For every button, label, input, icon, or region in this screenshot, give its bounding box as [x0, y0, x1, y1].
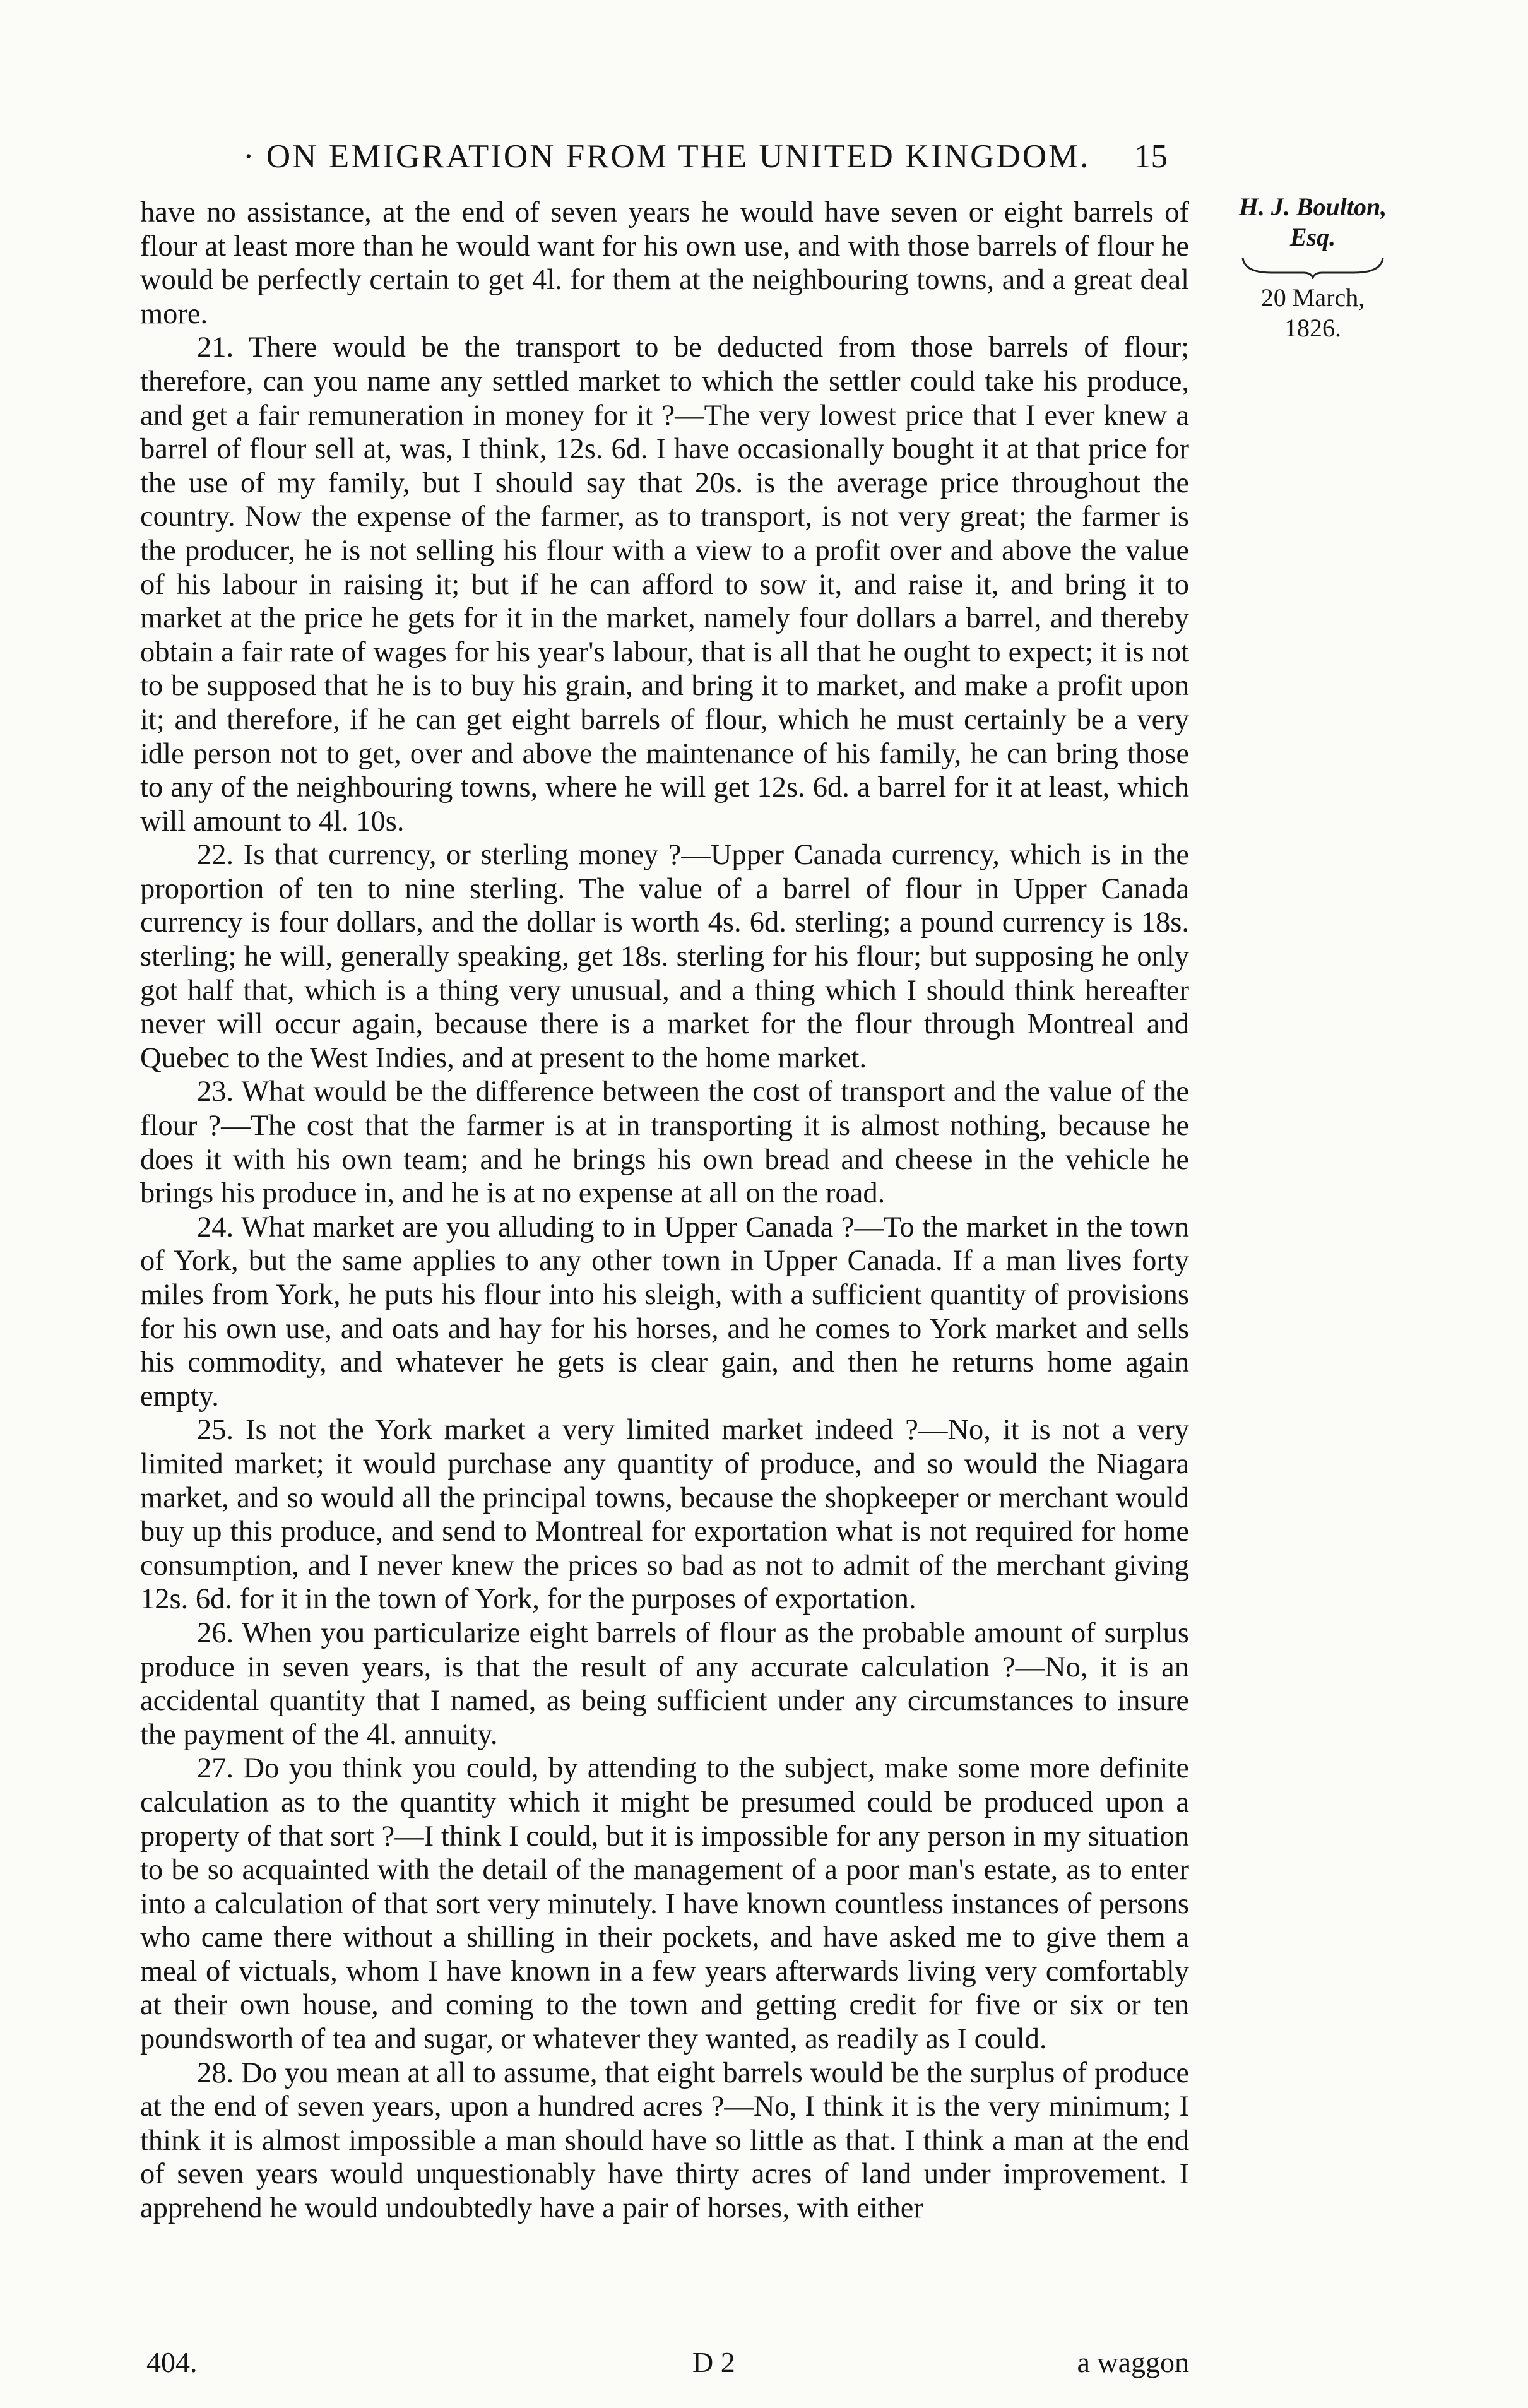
paragraph-26: 26. When you particularize eight barrels of flour as the probable amount of surplus produce in seven years, is that the result of any accurate calculation ?—No, it is an accidental quantity that I named, as being sufficient under any circumstances to insure the payment of the 4l. annuity.	[140, 1616, 1189, 1751]
witness-title: Esq.	[1289, 223, 1336, 251]
signature-mark: 404.	[146, 2346, 198, 2378]
witness-name: H. J. Boulton,	[1238, 193, 1387, 221]
page-number: 15	[1134, 138, 1168, 175]
session-year: 1826.	[1284, 314, 1341, 342]
page-footer	[140, 2346, 1189, 2383]
paragraph-22: 22. Is that currency, or sterling money ?—Upper Canada currency, which is in the proportion of ten to nine sterling. The value of a barrel of flour in Upper Canada currency is four dollars, and the dollar is worth 4s. 6d. sterling; a pound currency is 18s. sterling; he will, generally speaking, get 18s. sterling for his flour; but supposing he only got half that, which is a thing very unusual, and a thing which I should think hereafter never will occur again, because there is a market for the flour through Montreal and Quebec to the West Indies, and at present to the home market.	[140, 839, 1189, 1074]
catchword: a waggon	[1077, 2346, 1189, 2378]
page-header	[183, 138, 1168, 182]
paragraph-25: 25. Is not the York market a very limited market indeed ?—No, it is not a very limited market; it would purchase any quantity of produce, and so would the Niagara market, and so would all the principal towns, because the shopkeeper or merchant would buy up this produce, and send to Montreal for exportation what is not required for home consumption, and I never knew the prices so bad as not to admit of the merchant giving 12s. 6d. for it in the town of York, for the purposes of exportation.	[140, 1414, 1189, 1616]
brace-icon	[1240, 255, 1385, 279]
body-text	[140, 196, 1189, 2226]
session-date: 20 March,	[1260, 283, 1365, 312]
paragraph-24: 24. What market are you alluding to in Upper Canada ?—To the market in the town of York, but the same applies to any other town in Upper Canada. If a man lives forty miles from York, he puts his flour into his sleigh, with a sufficient quantity of provisions for his own use, and oats and hay for his horses, and he comes to York market and sells his commodity, and whatever he gets is clear gain, and then he returns home again empty.	[140, 1211, 1189, 1413]
paragraph-continued: have no assistance, at the end of seven years he would have seven or eight barrels of flour at least more than he would want for his own use, and with those barrels of flour he would be perfectly certain to get 4l. for them at the neighbouring towns, and a great deal more.	[140, 196, 1189, 330]
paragraph-21: 21. There would be the transport to be deducted from those barrels of flour; therefore, can you name any settled market to which the settler could take his produce, and get a fair remuneration in money for it ?—The very lowest price that I ever knew a barrel of flour sell at, was, I think, 12s. 6d. I have occasionally bought it at that price for the use of my family, but I should say that 20s. is the average price throughout the country. Now the expense of the farmer, as to transport, is not very great; the farmer is the producer, he is not selling his flour with a view to a profit over and above the value of his labour in raising it; but if he can afford to sow it, and raise it, and bring it to market at the price he gets for it in the market, namely four dollars a barrel, and thereby obtain a fair rate of wages for his year's labour, that is all that he ought to expect; it is not to be supposed that he is to buy his grain, and bring it to market, and make a profit upon it; and therefore, if he can get eight barrels of flour, which he must certainly be a very idle person not to get, over and above the maintenance of his family, he can bring those to any of the neighbouring towns, where he will get 12s. 6d. a barrel for it at least, which will amount to 4l. 10s.	[140, 331, 1189, 838]
paragraph-23: 23. What would be the difference between the cost of transport and the value of the flour ?—The cost that the farmer is at in transporting it is almost nothing, because he does it with his own team; and he brings his own bread and cheese in the vehicle he brings his produce in, and he is at no expense at all on the road.	[140, 1076, 1189, 1210]
running-title: · ON EMIGRATION FROM THE UNITED KINGDOM.	[243, 138, 1091, 175]
margin-note	[1221, 192, 1404, 343]
paragraph-27: 27. Do you think you could, by attending to the subject, make some more definite calculation as to the quantity which it might be presumed could be produced upon a property of that sort ?—I think I could, but it is impossible for any person in my situation to be so acquainted with the detail of the management of a poor man's estate, as to enter into a calculation of that sort very minutely. I have known countless instances of persons who came there without a shilling in their pockets, and have asked me to give them a meal of victuals, whom I have known in a few years afterwards living very comfortably at their own house, and coming to the town and getting credit for five or six or ten poundsworth of tea and sugar, or whatever they wanted, as readily as I could.	[140, 1752, 1189, 2056]
paragraph-28: 28. Do you mean at all to assume, that eight barrels would be the surplus of produce at the end of seven years, upon a hundred acres ?—No, I think it is the very minimum; I think it is almost impossible a man should have so little as that. I think a man at the end of seven years would unquestionably have thirty acres of land under improvement. I apprehend he would undoubtedly have a pair of horses, with either	[140, 2056, 1189, 2225]
leaf-mark: D 2	[692, 2346, 735, 2378]
